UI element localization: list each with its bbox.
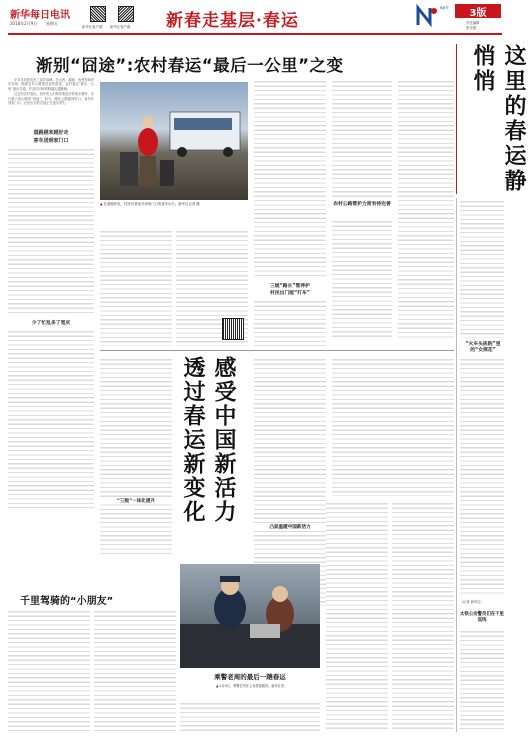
mid-sub2: “三级”一体化提升 [100,498,172,504]
photo2-caption: 乘警老周的最后一趟春运 [214,673,286,681]
mid-sub3: 凸显温暖中国新活力 [254,524,326,530]
photo2-note: ▲ 2月8日，乘警在列车上为旅客服务。新华社发 [215,684,285,688]
qr-caption-2: 新华社客户端 [110,25,131,29]
lower-left-body-2 [94,608,176,732]
right-sub3: 太铁公安警员们在千里巡线 [460,612,504,623]
left-sub1: 道路越来越好走 [33,130,69,136]
center-right-body-2 [332,78,392,198]
right-body-3 [460,628,504,732]
lower-right-body-1 [326,500,388,732]
right-feature-text [460,198,504,338]
lower-center-body-under-photo [180,700,320,732]
left-sub3: 三级“路长”管养护 [270,284,310,289]
center-left-body [100,228,172,346]
section-divider [100,350,454,351]
center-right-body-4 [254,298,326,346]
vertical-headline-block [178,356,248,556]
qr-code-1[interactable] [90,6,106,22]
date-line: 2018年2月9日 [10,21,38,26]
right-sub1: 农村公路管护力度有待完善 [333,202,391,207]
photo-bus-station [100,82,248,200]
editor-line-2: 张光强 [466,26,477,30]
section-title: 新春走基层·春运 [166,11,299,31]
main-headline: 渐别“囧途”:农村春运“最后一公里”之变 [36,56,344,75]
right-body-1 [398,78,454,338]
vertical-headline: 感受中国新活力 透过春运新变化 [180,356,237,524]
left-column [8,78,94,628]
center-right-body-1 [254,78,326,278]
column-rule-right [456,198,457,732]
lower-right-body-2 [392,500,454,732]
photo1-caption: ▲ 在湖南怀化，村民们乘坐开到家门口的客车出行。新华社记者 摄 [100,202,200,206]
paper-name: 新华每日电讯 [10,10,70,21]
left-sub1b: 客车送到家门口 [33,138,69,144]
feature-headline [462,44,527,194]
center-right-body-3 [332,218,392,338]
left-body-1 [8,146,94,316]
credit-1: （记者 新华社） [460,600,484,604]
photo-train-police [180,564,320,668]
newspaper-logo [416,5,438,27]
right-body-2 [460,356,504,596]
left-article-p1: 岁末年初是农民工返乡高峰。在山西、湖南、贵州等地采访发现，随着农村公路建设加快推进，农村客运“最后一公里”逐步打通，乡亲们回家的路越走越顺畅。 过去的农村春运，回乡的人们常常要经历转乘多趟车、步行数公里山路的“囧途”。如今，硬化公路通到村口，客车开到家门口，农民出行的苦恼正在逐步消失。 [8,78,94,106]
qr-caption-1: 新华社客户端 [82,25,103,29]
left-body-2 [8,328,94,508]
lower-center-left-body [100,356,172,556]
masthead-rule [8,33,502,35]
right-column-rule [456,44,457,194]
qr-code-center[interactable] [222,318,244,340]
lower-center-right-body-2 [332,356,454,496]
left-sub3b: 村民出门能“打车” [270,291,310,296]
lower-left-body-1 [8,608,90,732]
feature-headline-text: 这里的春运静悄悄 [470,44,527,194]
editor-line-1: 责任编辑 [466,21,480,25]
right-sub2: “火车头医院”里的“女探花” [465,342,501,353]
left-sub2: 少了忙乱多了宽庆 [31,321,71,326]
mid-sub1: 千里驾骑的“小朋友” [20,596,114,607]
weekday: 星期五 [46,21,58,26]
page-number-box [455,4,501,18]
qr-code-2[interactable] [118,6,134,22]
masthead [0,0,510,42]
page-number: 3版 [469,7,487,19]
logo-text: N新华 [440,6,449,10]
